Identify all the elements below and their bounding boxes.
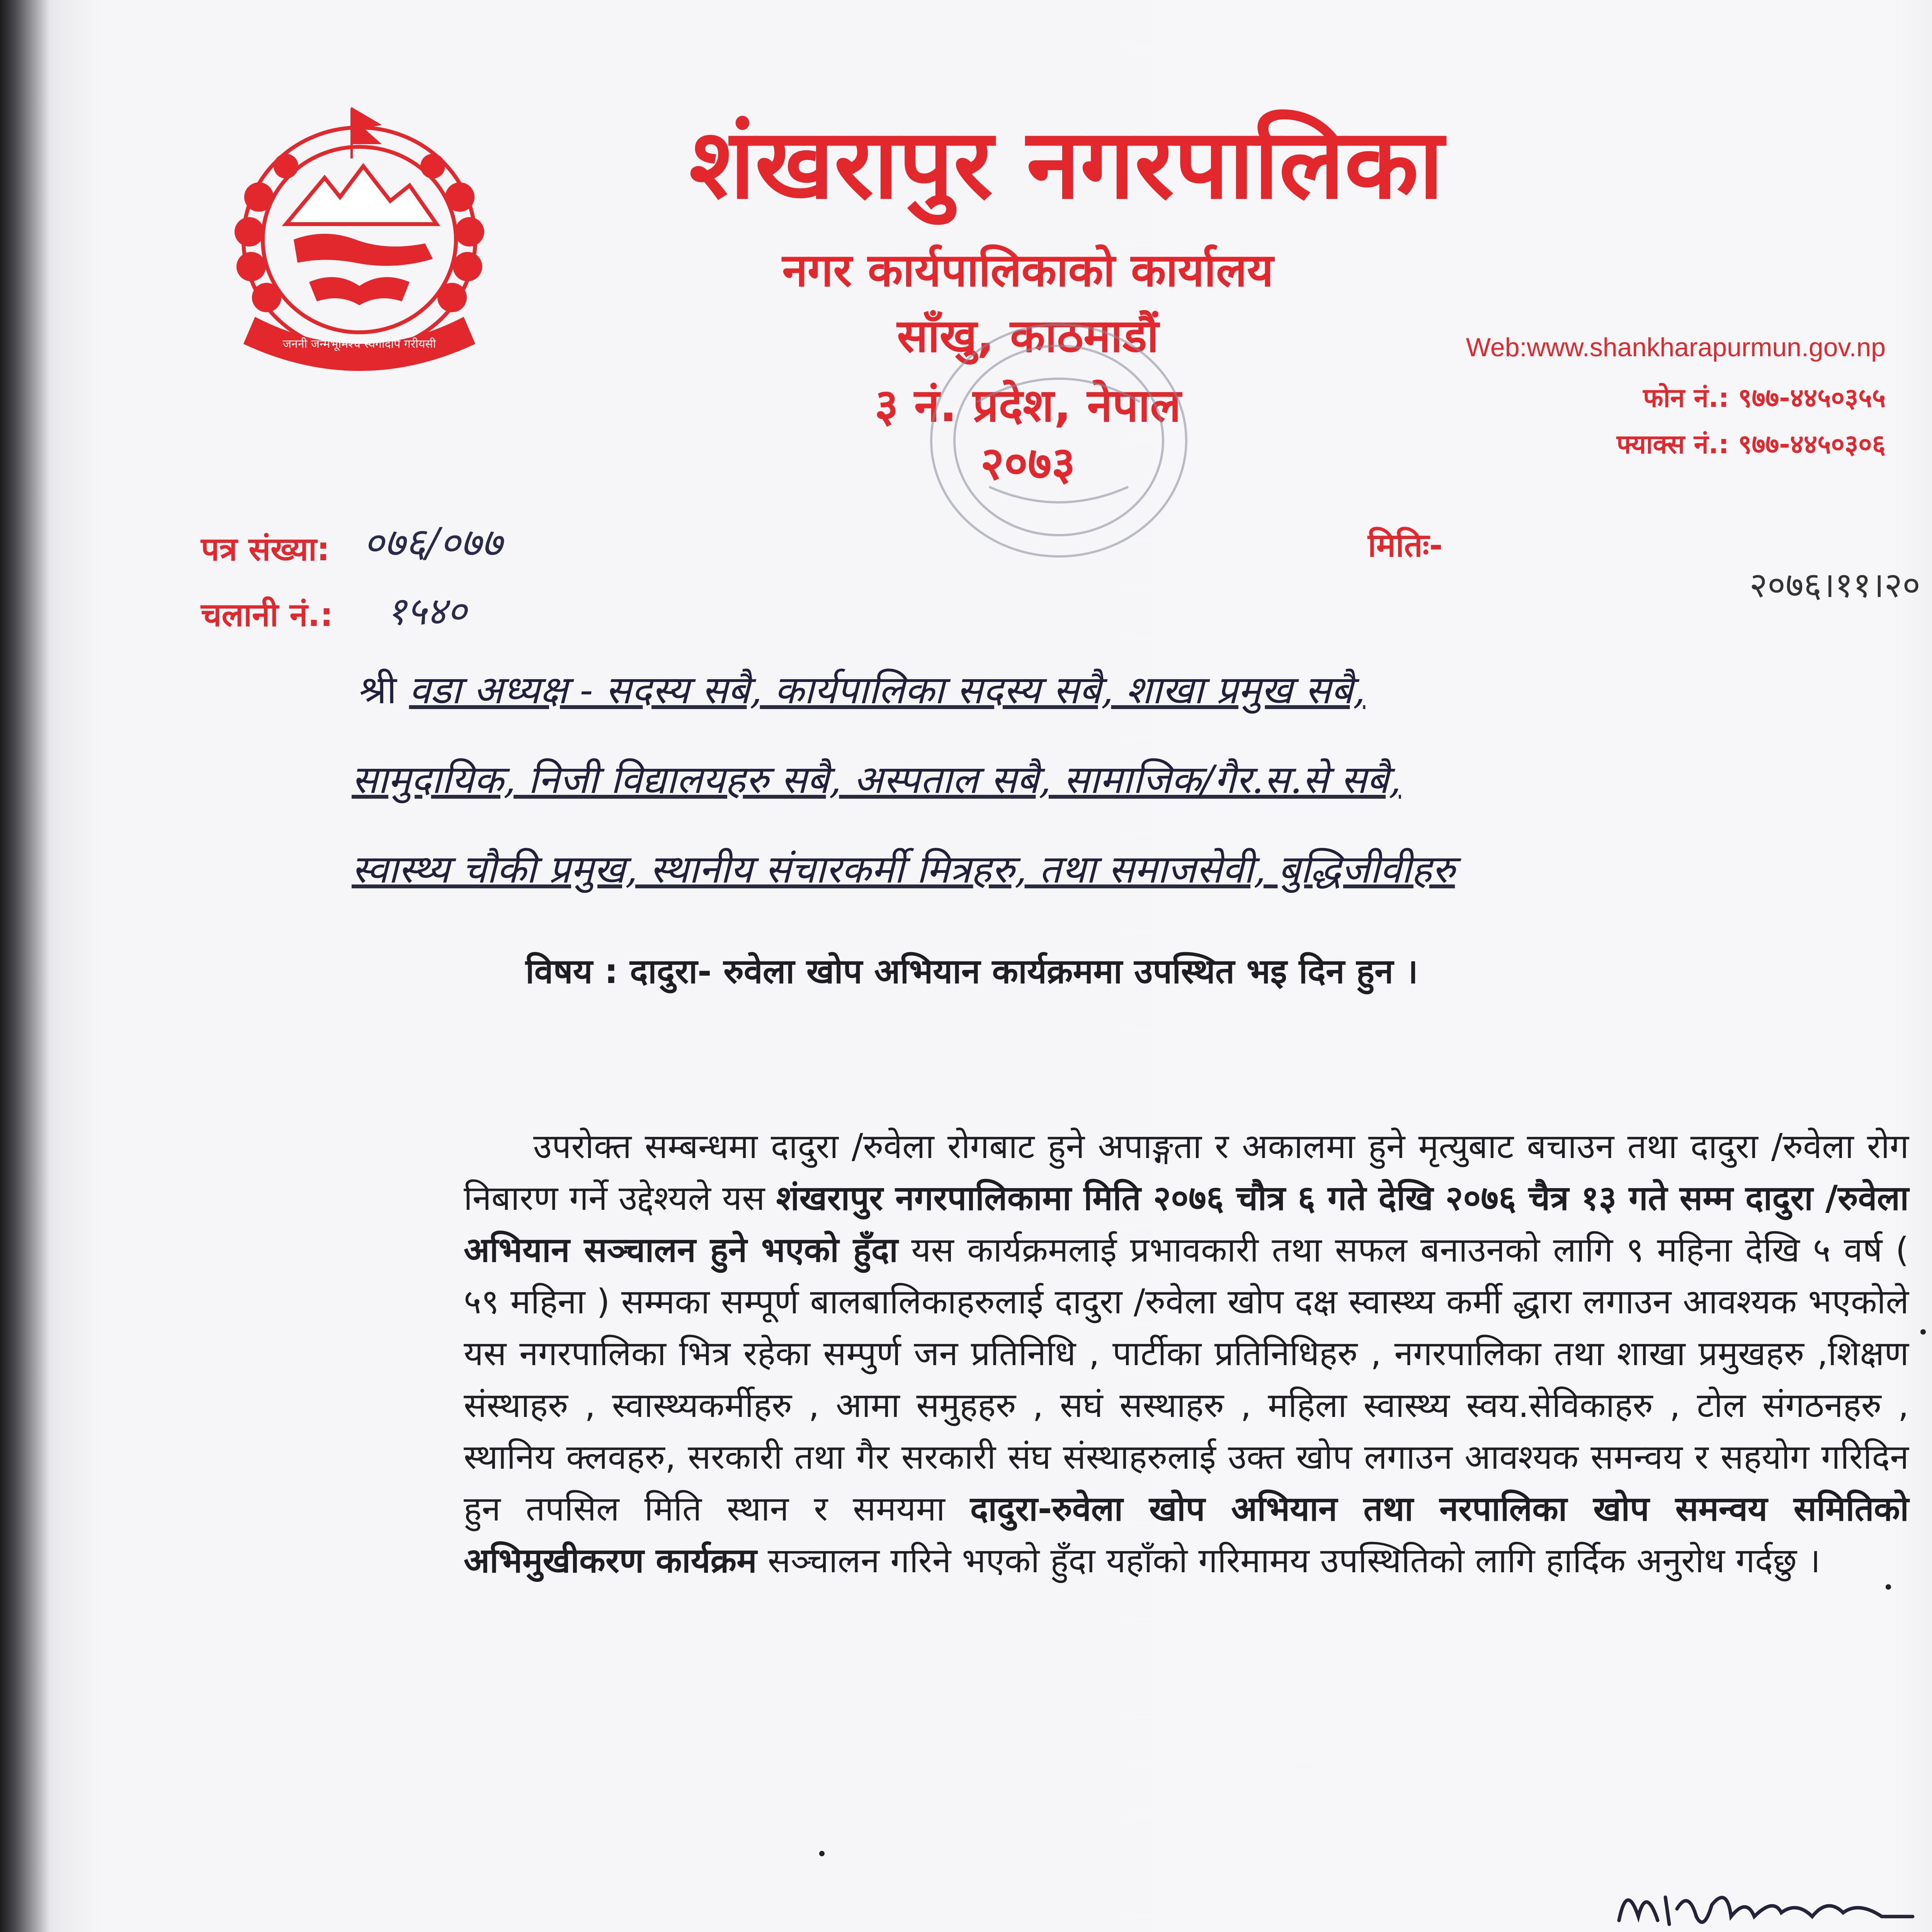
speck — [1920, 1329, 1926, 1335]
nepal-government-emblem-icon — [209, 100, 510, 371]
recipient-text-1: वडा अध्यक्ष - सदस्य सबै, कार्यपालिका सदस्य सबै, शाखा प्रमुख सबै, — [409, 667, 1366, 713]
body-part-1: उपरोक्त सम्बन्धमा दादुरा /रुवेला रोगबाट हुने अपाङ्गता र अकालमा हुने मृत्युबाट बचाउन तथा दादुरा /रुवेला रोग निबारण गर्ने उद्देश्यले यस — [464, 1126, 1909, 1218]
body-bold-1: शंखरापुर नगरपालिकामा मिति २०७६ चौत्र ६ गते देखि २०७६ चैत्र १३ गते सम्म दादुरा /रुवेला अभियान सञ्चालन हुने भएको हुँदा — [464, 1178, 1909, 1270]
letter-body — [464, 1121, 1909, 1587]
recipient-line-1 — [359, 645, 1932, 735]
speck — [1886, 1584, 1891, 1590]
svg-text:जननी जन्मभूमिश्च स्वर्गादपि गर: जननी जन्मभूमिश्च स्वर्गादपि गरीयसी — [282, 337, 436, 351]
body-part-2: यस कार्यक्रमलाई प्रभावकारी तथा सफल बनाउनको लागि ९ महिना देखि ५ वर्ष ( ५९ महिना ) सम्मका सम्पूर्ण बालबालिकाहरुलाई दादुरा /रुवेला खोप दक्ष स्वास्थ्य कर्मी द्धारा लगाउन आवश्यक भएकोले यस नगरपालिका भित्र रहेका सम्पुर्ण जन प्रतिनिधि , पार्टीका प्रतिनिधिहरु , नगरपालिका तथा शाखा प्रमुखहरु ,शिक्षण संस्थाहरु , स्वास्थ्यकर्मीहरु , आमा समुहहरु , सघं सस्थाहरु , महिला स्वास्थ्य स्वय.सेविकाहरु , टोल संगठनहरु , स्थानिय क्लवहरु, सरकारी तथा गैर सरकारी संघ संस्थाहरुलाई उक्त खोप लगाउन आवश्यक समन्वय र सहयोग गरिदिन हुन तपसिल मिति स्थान र समयमा — [464, 1230, 1909, 1529]
phone-number: फोन नं.: ९७७-४४५०३५५ — [1643, 383, 1886, 413]
subject-line: विषय : दादुरा- रुवेला खोप अभियान कार्यक्रममा उपस्थित भइ दिन हुन । — [526, 951, 1418, 991]
dispatch-number-label: चलानी नं.: — [201, 596, 333, 634]
recipient-line-2: सामुदायिक, निजी विद्यालयहरु सबै, अस्पताल सबै, सामाजिक/गैर.स.से सबै, — [352, 757, 1401, 802]
municipality-title: शंखरापुर नगरपालिका — [689, 108, 1444, 220]
date-value: २०७६।११।२० — [1749, 565, 1920, 605]
recipient-block — [352, 645, 1932, 914]
address-city: साँखु, काठमाडौं — [897, 309, 1159, 362]
body-paragraph — [464, 1121, 1909, 1587]
speck — [819, 1851, 825, 1856]
address-province: ३ नं. प्रदेश, नेपाल — [874, 379, 1181, 432]
signature-icon — [1611, 1874, 1932, 1932]
office-stamp-icon — [900, 301, 1217, 580]
fax-number: फ्याक्स नं.: ९७७-४४५०३०६ — [1616, 429, 1886, 460]
letter-number-label: पत्र संख्या: — [201, 530, 330, 568]
dispatch-number-value: १५४० — [386, 588, 467, 634]
date-label: मितिः- — [1368, 526, 1443, 564]
recipient-line-3: स्वास्थ्य चौकी प्रमुख, स्थानीय संचारकर्मी मित्रहरु, तथा समाजसेवी, बुद्धिजीवीहरु — [352, 847, 1455, 892]
office-name: नगर कार्यपालिकाको कार्यालय — [782, 243, 1274, 297]
body-part-3: सञ्चालन गरिने भएको हुँदा यहाँको गरिमामय उपस्थितिको लागि हार्दिक अनुरोध गर्दछु । — [757, 1541, 1821, 1580]
body-bold-2: दादुरा-रुवेला खोप अभियान तथा नरपालिका खोप समन्वय समितिको अभिमुखीकरण कार्यक्रम — [464, 1489, 1909, 1580]
recipient-prefix: श्री — [359, 667, 397, 713]
website-text: Web:www.shankharapurmun.gov.np — [1466, 333, 1886, 362]
established-year: २०७३ — [980, 437, 1075, 490]
letter-number-value: ०७६/०७७ — [363, 519, 502, 566]
